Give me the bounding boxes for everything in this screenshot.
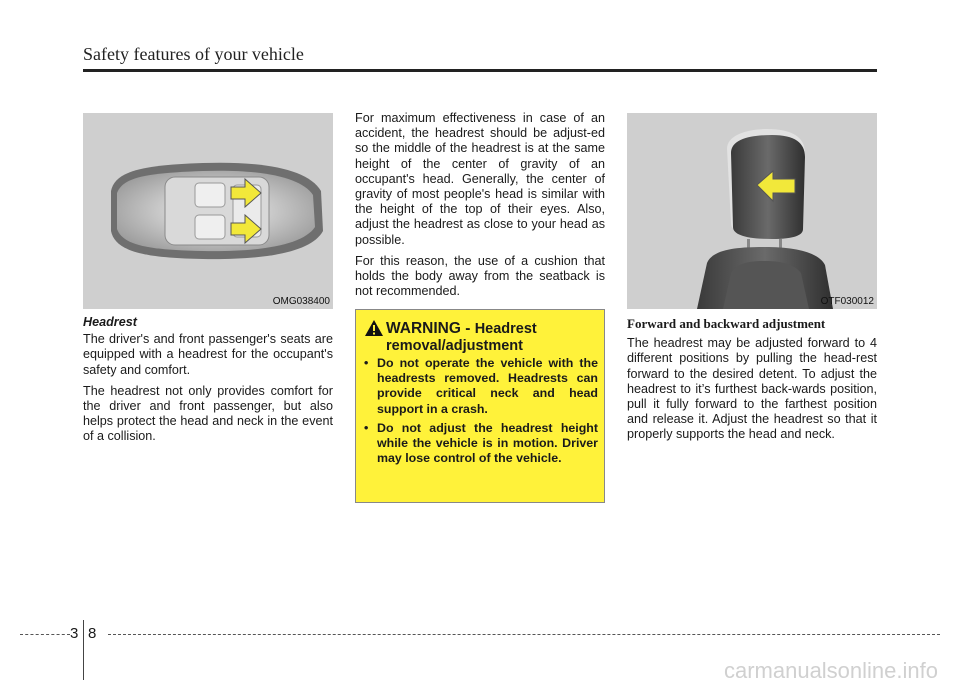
figure-code: OTF030012 (820, 296, 874, 307)
paragraph: The headrest not only provides comfort for the driver and front passenger, but also helps protect the head and neck in the event of a collision. (83, 383, 333, 444)
warning-item (364, 356, 598, 417)
warning-subject: Headrest removal/adjustment (386, 321, 537, 354)
bullet-icon: • (364, 356, 369, 370)
car-figure (83, 113, 333, 309)
warning-box (355, 309, 605, 503)
section-number: 3 (70, 625, 79, 642)
paragraph: The driver's and front passenger's seats are equipped with a headrest for the occupant's safety and comfort. (83, 332, 333, 377)
section-heading: Forward and backward adjustment (627, 316, 826, 331)
figure-code: OMG038400 (272, 296, 330, 307)
footer-dashed-rule (20, 634, 70, 635)
warning-title (370, 320, 600, 355)
warning-item (364, 421, 598, 467)
header-rule (83, 69, 877, 72)
warning-list (364, 356, 598, 470)
middle-column (355, 111, 605, 305)
watermark: carmanualsonline.info (723, 658, 938, 683)
seat-figure (627, 113, 877, 309)
paragraph: The headrest may be adjusted forward to 4 different positions by pulling the head-rest forward to the desired detent. To adjust the headrest to it’s furthest back-wards position, pull it fully forward to the farthest position and release it. Adjust the headrest so that it properly supports the head and neck. (627, 336, 877, 442)
footer-dashed-rule (108, 634, 940, 635)
page-number: 8 (88, 625, 97, 642)
paragraph: For maximum effectiveness in case of an accident, the headrest should be adjust-ed so the middle of the headrest is at the same height of the center of gravity of an occupant's head. Generally, the center of gravity of most people's head is similar with the height of the top of their eyes. Also, adjust the headrest as close to your head as possible. (355, 111, 605, 247)
page-header-title: Safety features of your vehicle (83, 44, 304, 64)
seat-illustration (627, 113, 877, 309)
right-column (627, 316, 877, 449)
warning-item-text: Do not adjust the headrest height while the vehicle is in motion. Driver may lose control of the vehicle. (377, 420, 598, 466)
section-heading: Headrest (83, 315, 137, 329)
paragraph: For this reason, the use of a cushion that holds the body away from the seatback is not recommended. (355, 253, 605, 299)
car-illustration (83, 113, 333, 309)
footer-divider (83, 620, 84, 680)
bullet-icon: • (364, 420, 369, 435)
warning-word: WARNING - (386, 320, 475, 337)
left-column (83, 315, 333, 451)
warning-item-text: Do not operate the vehicle with the headrests removed. Headrests can provide critical neck and head support in a crash. (377, 356, 598, 416)
